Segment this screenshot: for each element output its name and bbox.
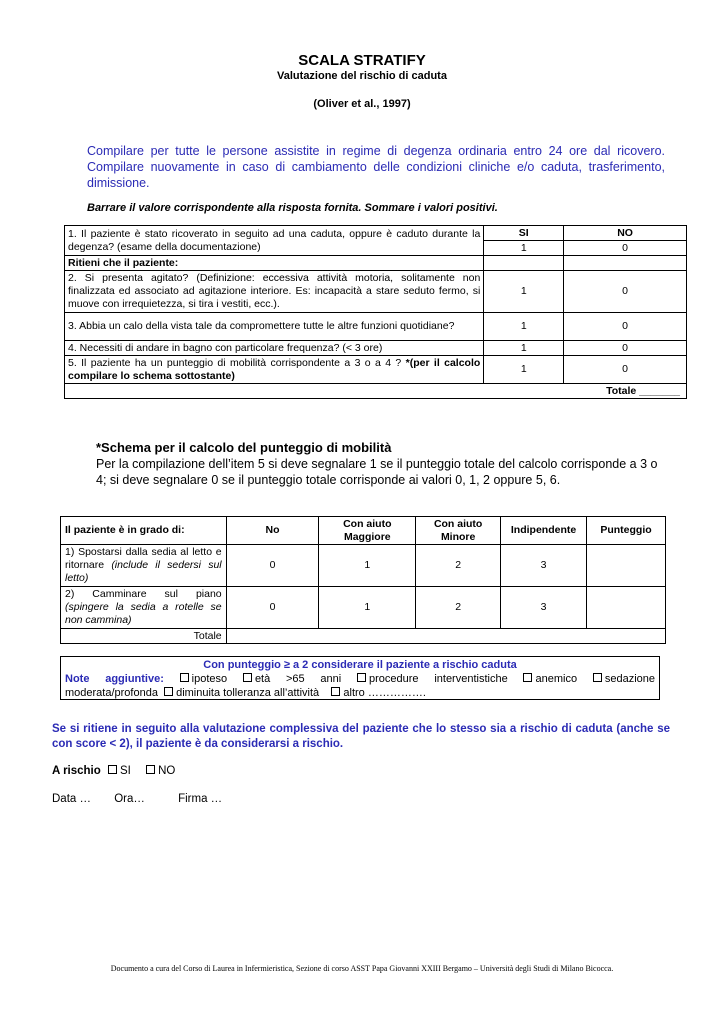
r1-indipendente-value[interactable]: 3 xyxy=(501,545,587,587)
risk-option-no[interactable]: NO xyxy=(146,765,175,777)
question-1: 1. Il paziente è stato ricoverato in seguito ad una caduta, oppure è caduto durante la degenza? (esame della documentazione) xyxy=(65,226,484,256)
checkbox-icon[interactable] xyxy=(108,765,117,774)
notes-box xyxy=(60,656,660,700)
checkbox-icon[interactable] xyxy=(164,687,173,696)
note-option-ipoteso[interactable]: ipoteso xyxy=(180,673,227,685)
r2-no-value[interactable]: 0 xyxy=(226,587,319,629)
schema-description: Per la compilazione dell’item 5 si deve segnalare 1 se il punteggio totale del calcolo corrisponde a 3 o 4; si deve segnalare 0 se il punteggio totale corrisponde ai valori 0, 1, 2 oppure 5, 6. xyxy=(96,457,658,487)
date-field[interactable]: Data … xyxy=(52,793,91,805)
empty-cell xyxy=(484,256,564,271)
note-option-procedure[interactable]: procedure interventistiche xyxy=(357,673,508,685)
table1-total[interactable]: Totale _______ xyxy=(65,384,687,399)
checkbox-icon[interactable] xyxy=(593,673,602,682)
scoring-instructions: Barrare il valore corrispondente alla risposta fornita. Sommare i valori positivi. xyxy=(87,202,498,214)
q2-si-value[interactable]: 1 xyxy=(484,271,564,313)
signature-line xyxy=(52,793,222,805)
notes-head: Con punteggio ≥ a 2 considerare il paziente a rischio caduta xyxy=(203,659,517,671)
mobility-table xyxy=(60,516,666,644)
r1-aiuto-minore-value[interactable]: 2 xyxy=(416,545,501,587)
risk-selection xyxy=(52,765,175,777)
column-header-punteggio: Punteggio xyxy=(587,517,666,545)
question-5 xyxy=(65,356,484,384)
q4-no-value[interactable]: 0 xyxy=(564,341,687,356)
time-field[interactable]: Ora… xyxy=(114,793,145,805)
column-header-si: SI xyxy=(484,226,564,241)
notes-line-2 xyxy=(65,686,655,700)
q3-no-value[interactable]: 0 xyxy=(564,313,687,341)
note-option-altro[interactable]: altro ……………. xyxy=(331,687,426,699)
column-header-indipendente: Indipendente xyxy=(501,517,587,545)
document-title: SCALA STRATIFY xyxy=(298,52,426,69)
mobility-item-1-note: (include il sedersi sul letto) xyxy=(65,559,222,584)
r1-no-value[interactable]: 0 xyxy=(226,545,319,587)
note-option-anemico[interactable]: anemico xyxy=(523,673,577,685)
risk-note: Se si ritiene in seguito alla valutazione complessiva del paziente che lo stesso sia a rischio di caduta (anche se con score < 2), il paziente è da considerarsi a rischio. xyxy=(52,723,670,750)
notes-line-1 xyxy=(65,672,655,686)
checkbox-icon[interactable] xyxy=(243,673,252,682)
q2-no-value[interactable]: 0 xyxy=(564,271,687,313)
risk-option-si[interactable]: SI xyxy=(108,765,131,777)
mobility-item-2 xyxy=(61,587,227,629)
note-option-eta[interactable]: età >65 anni xyxy=(243,673,341,685)
schema-title: *Schema per il calcolo del punteggio di mobilità xyxy=(96,440,392,455)
question-5-text: 5. Il paziente ha un punteggio di mobilità corrispondente a 3 o a 4 ? xyxy=(68,356,406,369)
compilation-instructions: Compilare per tutte le persone assistite in regime di degenza ordinaria entro 24 ore dal ricovero. Compilare nuovamente in caso di cambiamento delle condizioni cliniche e/o caduta, trasferimento, dimissione. xyxy=(87,144,665,190)
question-3: 3. Abbia un calo della vista tale da compromettere tutte le altre funzioni quotidiane? xyxy=(65,313,484,341)
note-option-sedazione-part[interactable]: sedazione xyxy=(593,673,655,685)
signature-field[interactable]: Firma … xyxy=(178,793,223,805)
q1-si-value[interactable]: 1 xyxy=(484,241,564,256)
checkbox-icon[interactable] xyxy=(146,765,155,774)
r2-punteggio-cell[interactable] xyxy=(587,587,666,629)
mobility-item-1-text: 1) Spostarsi dalla sedia al letto e ritornare xyxy=(65,546,222,571)
section-label: Ritieni che il paziente: xyxy=(65,256,484,271)
note-option-sedazione-cont: moderata/profonda xyxy=(65,687,158,699)
q5-si-value[interactable]: 1 xyxy=(484,356,564,384)
question-5-note: *(per il calcolo compilare lo schema sottostante) xyxy=(68,356,481,382)
mobility-total-cell[interactable] xyxy=(226,629,665,644)
q5-no-value[interactable]: 0 xyxy=(564,356,687,384)
mobility-item-2-note: (spingere la sedia a rotelle se non cammina) xyxy=(65,601,222,626)
mobility-item-2-text: 2) Camminare sul piano xyxy=(65,588,222,600)
checkbox-icon[interactable] xyxy=(523,673,532,682)
checkbox-icon[interactable] xyxy=(331,687,340,696)
r2-indipendente-value[interactable]: 3 xyxy=(501,587,587,629)
r1-aiuto-maggiore-value[interactable]: 1 xyxy=(319,545,416,587)
checkbox-icon[interactable] xyxy=(180,673,189,682)
question-4: 4. Necessiti di andare in bagno con particolare frequenza? (< 3 ore) xyxy=(65,341,484,356)
empty-cell xyxy=(564,256,687,271)
mobility-item-1 xyxy=(61,545,227,587)
q3-si-value[interactable]: 1 xyxy=(484,313,564,341)
question-2: 2. Si presenta agitato? (Definizione: eccessiva attività motoria, solitamente non finalizzata ed associato ad agitazione interiore. Es: incapacità a stare seduto fermo, si muove con irrequietezza, si tira i vestiti, ecc.). xyxy=(65,271,484,313)
stratify-table xyxy=(64,225,687,399)
checkbox-icon[interactable] xyxy=(357,673,366,682)
notes-label: Note aggiuntive: xyxy=(65,673,164,685)
q1-no-value[interactable]: 0 xyxy=(564,241,687,256)
document-subtitle: Valutazione del rischio di caduta xyxy=(277,70,447,82)
risk-label: A rischio xyxy=(52,765,101,777)
column-header-no: NO xyxy=(564,226,687,241)
q4-si-value[interactable]: 1 xyxy=(484,341,564,356)
column-header-aiuto-maggiore: Con aiuto Maggiore xyxy=(319,517,416,545)
reference: (Oliver et al., 1997) xyxy=(313,98,411,110)
note-option-tolleranza[interactable]: diminuita tolleranza all’attività xyxy=(164,687,319,699)
column-header-no: No xyxy=(226,517,319,545)
r2-aiuto-minore-value[interactable]: 2 xyxy=(416,587,501,629)
mobility-total-label: Totale xyxy=(61,629,227,644)
r2-aiuto-maggiore-value[interactable]: 1 xyxy=(319,587,416,629)
footer: Documento a cura del Corso di Laurea in Infermieristica, Sezione di corso ASST Papa Giovanni XXIII Bergamo – Università degli Studi di Milano Bicocca. xyxy=(110,964,614,973)
mobility-header-label: Il paziente è in grado di: xyxy=(61,517,227,545)
r1-punteggio-cell[interactable] xyxy=(587,545,666,587)
column-header-aiuto-minore: Con aiuto Minore xyxy=(416,517,501,545)
